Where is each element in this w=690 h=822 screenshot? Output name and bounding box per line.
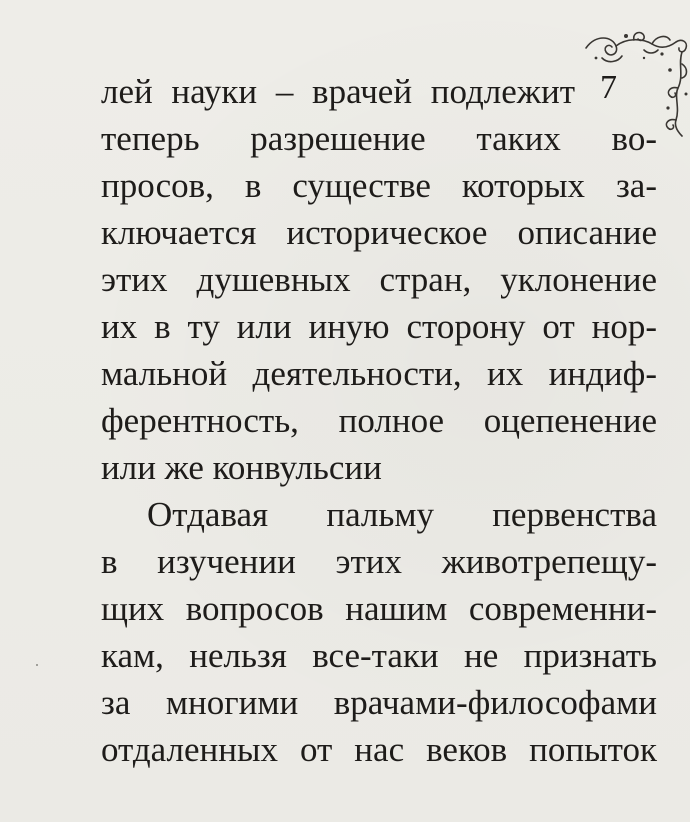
text-line: или же конвульсии (101, 448, 382, 487)
text-line: за многими врачами-философами (101, 683, 657, 722)
text-line: Отдавая пальму первенства (147, 495, 657, 534)
text-line: этих душевных стран, уклонение (101, 260, 657, 299)
text-line: просов, в существе которых за- (101, 166, 657, 205)
text-line: их в ту или иную сторону от нор- (101, 307, 657, 346)
text-line: ключается историческое описание (101, 213, 657, 252)
page-number: 7 (600, 69, 617, 106)
text-line: отдаленных от нас веков попыток (101, 730, 657, 769)
text-line: в изучении этих животрепещу- (101, 542, 657, 581)
text-line: ферентность, полное оцепенение (101, 401, 657, 440)
text-line: щих вопросов нашим современни- (101, 589, 657, 628)
body-text (101, 68, 657, 773)
text-line: мальной деятельности, их индиф- (101, 354, 657, 393)
paper-speck (36, 664, 38, 666)
text-line: кам, нельзя все-таки не признать (101, 636, 657, 675)
text-line: лей науки – врачей подлежит (101, 72, 575, 111)
text-line: теперь разрешение таких во- (101, 119, 657, 158)
